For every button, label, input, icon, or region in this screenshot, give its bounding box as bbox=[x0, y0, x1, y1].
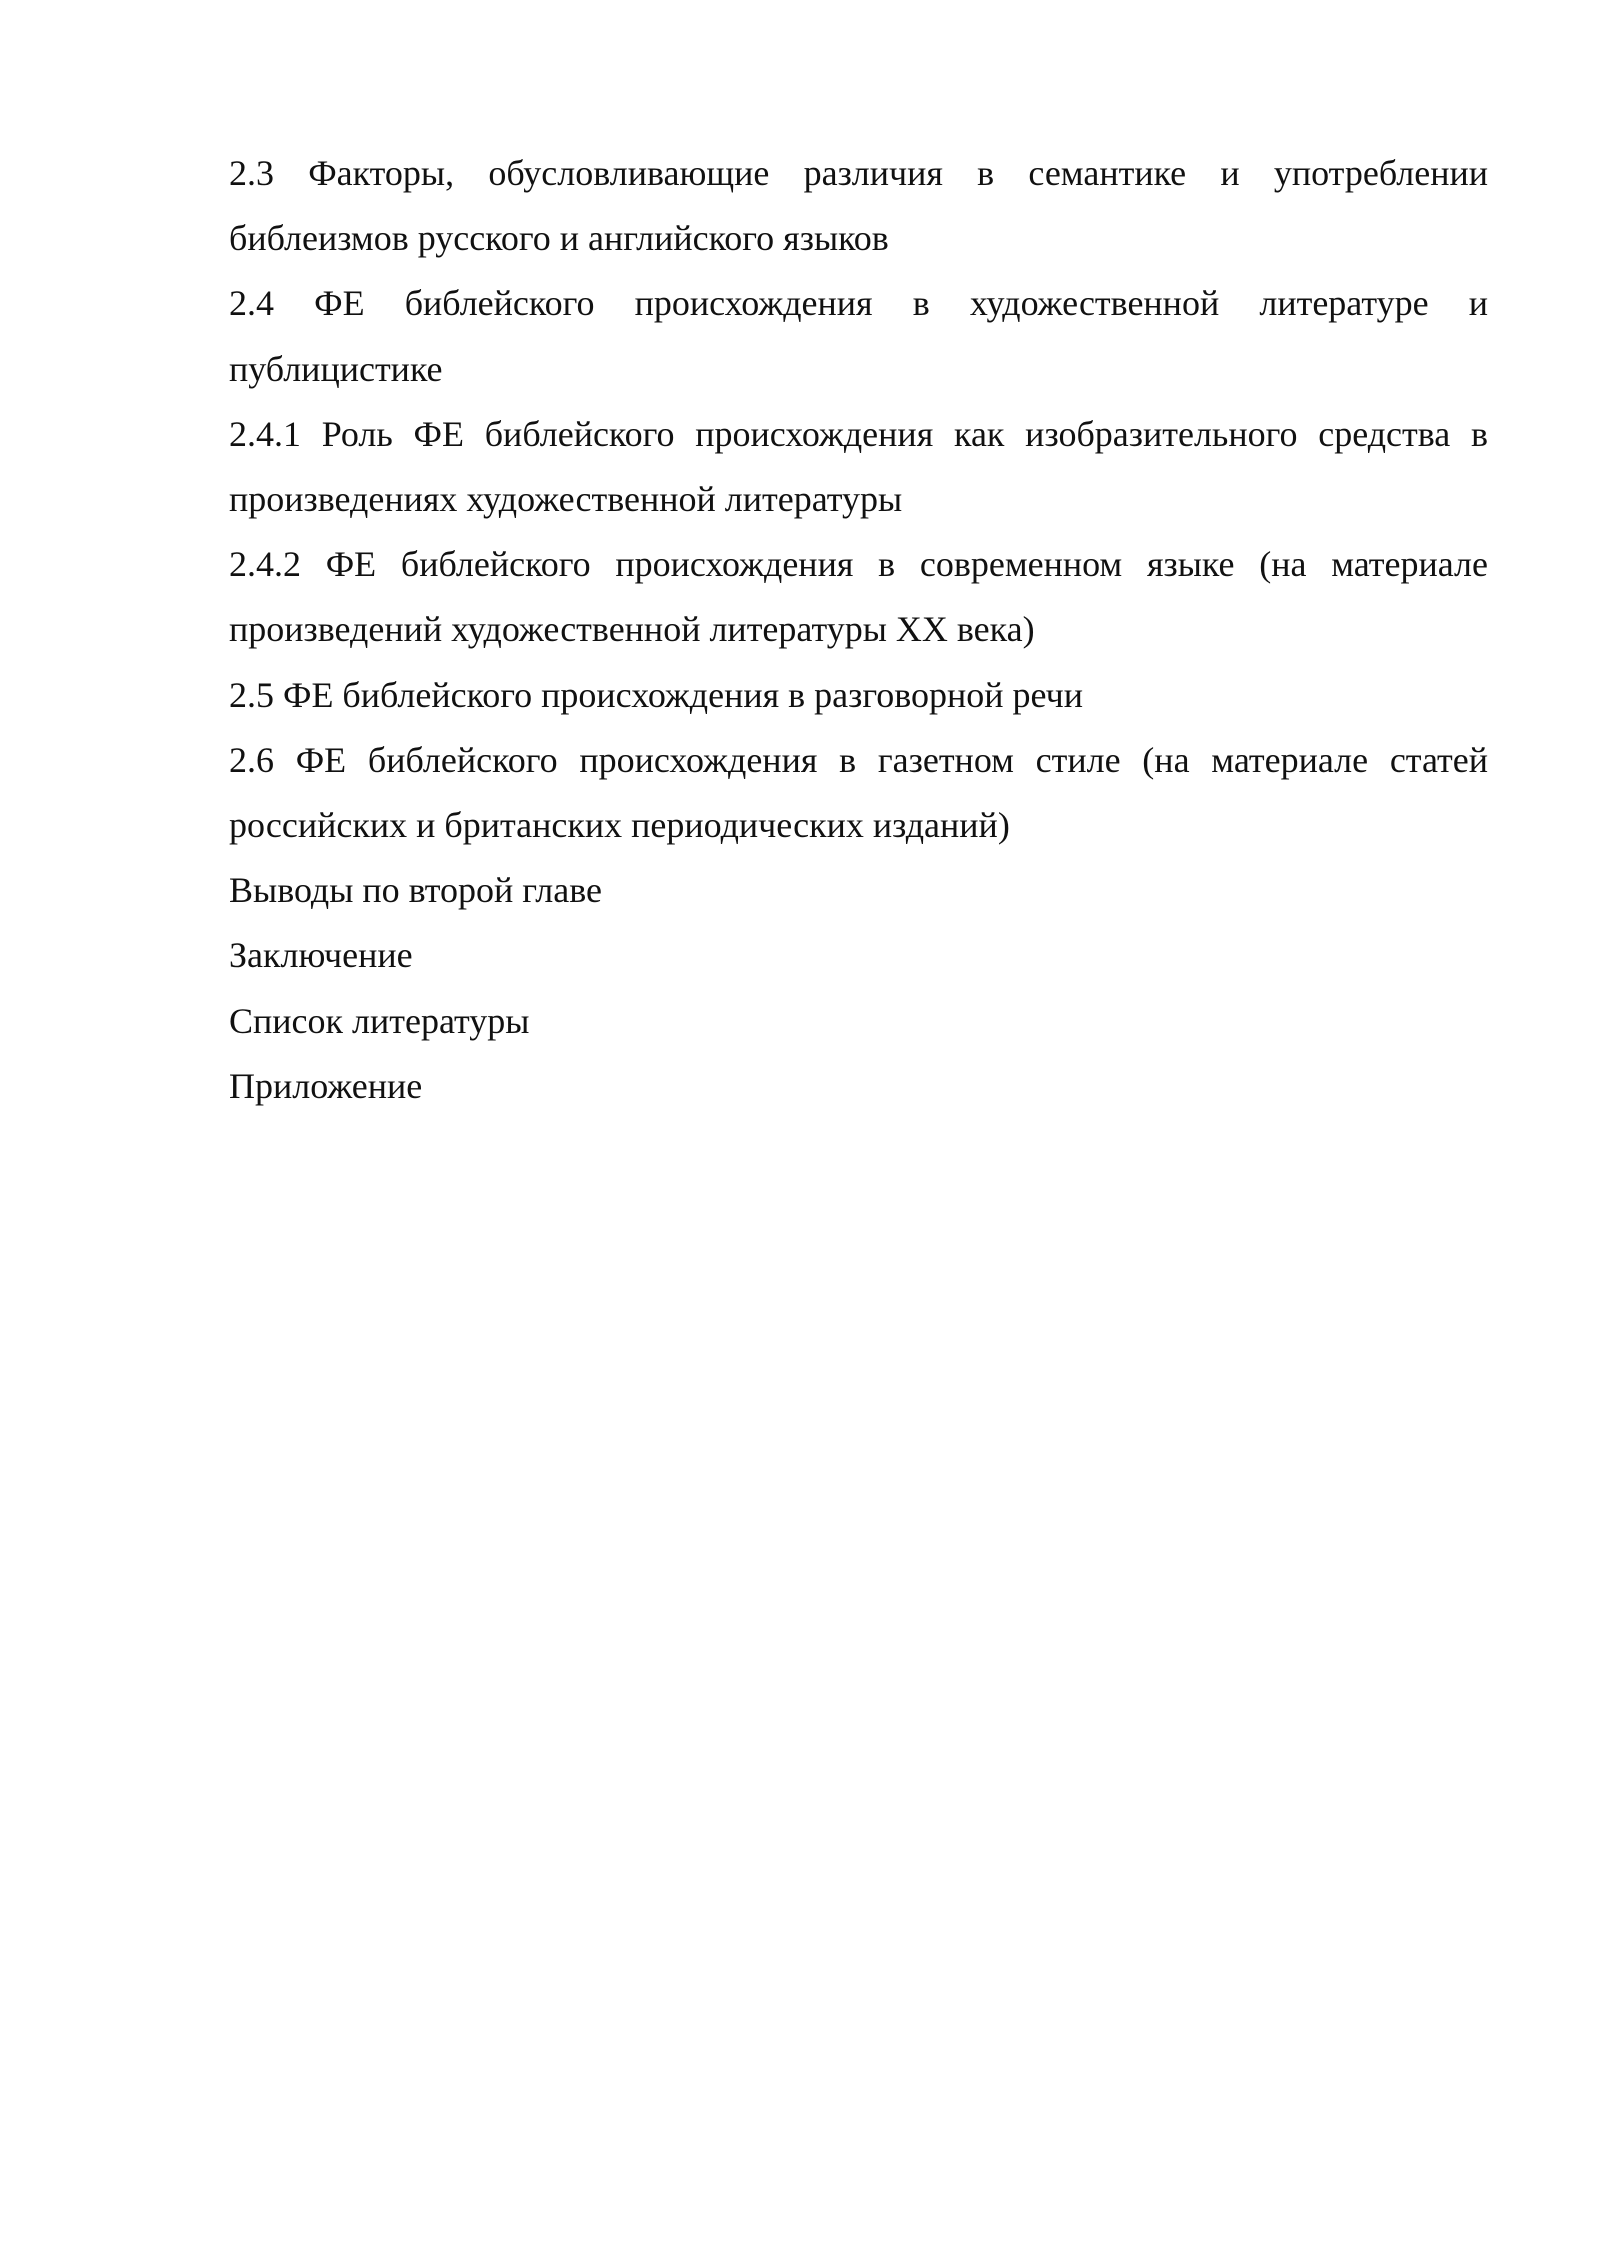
toc-entry-2-4-1: 2.4.1 Роль ФЕ библейского происхождения как изобразительного средства в произведениях художественной литературы bbox=[229, 413, 1488, 520]
toc-entry-references: Список литературы bbox=[229, 1000, 530, 1041]
toc-entry-conclusions-chapter-2: Выводы по второй главе bbox=[229, 870, 602, 911]
toc-entry-2-5: 2.5 ФЕ библейского происхождения в разговорной речи bbox=[229, 674, 1083, 715]
toc-entry-2-4-2: 2.4.2 ФЕ библейского происхождения в современном языке (на материале произведений художественной литературы XX века) bbox=[229, 544, 1488, 650]
toc-entry-conclusion: Заключение bbox=[229, 935, 413, 976]
toc-entry-2-3: 2.3 Факторы, обусловливающие различия в семантике и употреблении библеизмов русского и английского языков bbox=[229, 153, 1488, 259]
toc-entry-2-4: 2.4 ФЕ библейского происхождения в художественной литературе и публицистике bbox=[229, 283, 1488, 389]
toc-entry-appendix: Приложение bbox=[229, 1065, 423, 1106]
table-of-contents bbox=[229, 141, 1488, 1119]
toc-entry-2-6: 2.6 ФЕ библейского происхождения в газетном стиле (на материале статей российских и британских периодических изданий) bbox=[229, 739, 1488, 846]
